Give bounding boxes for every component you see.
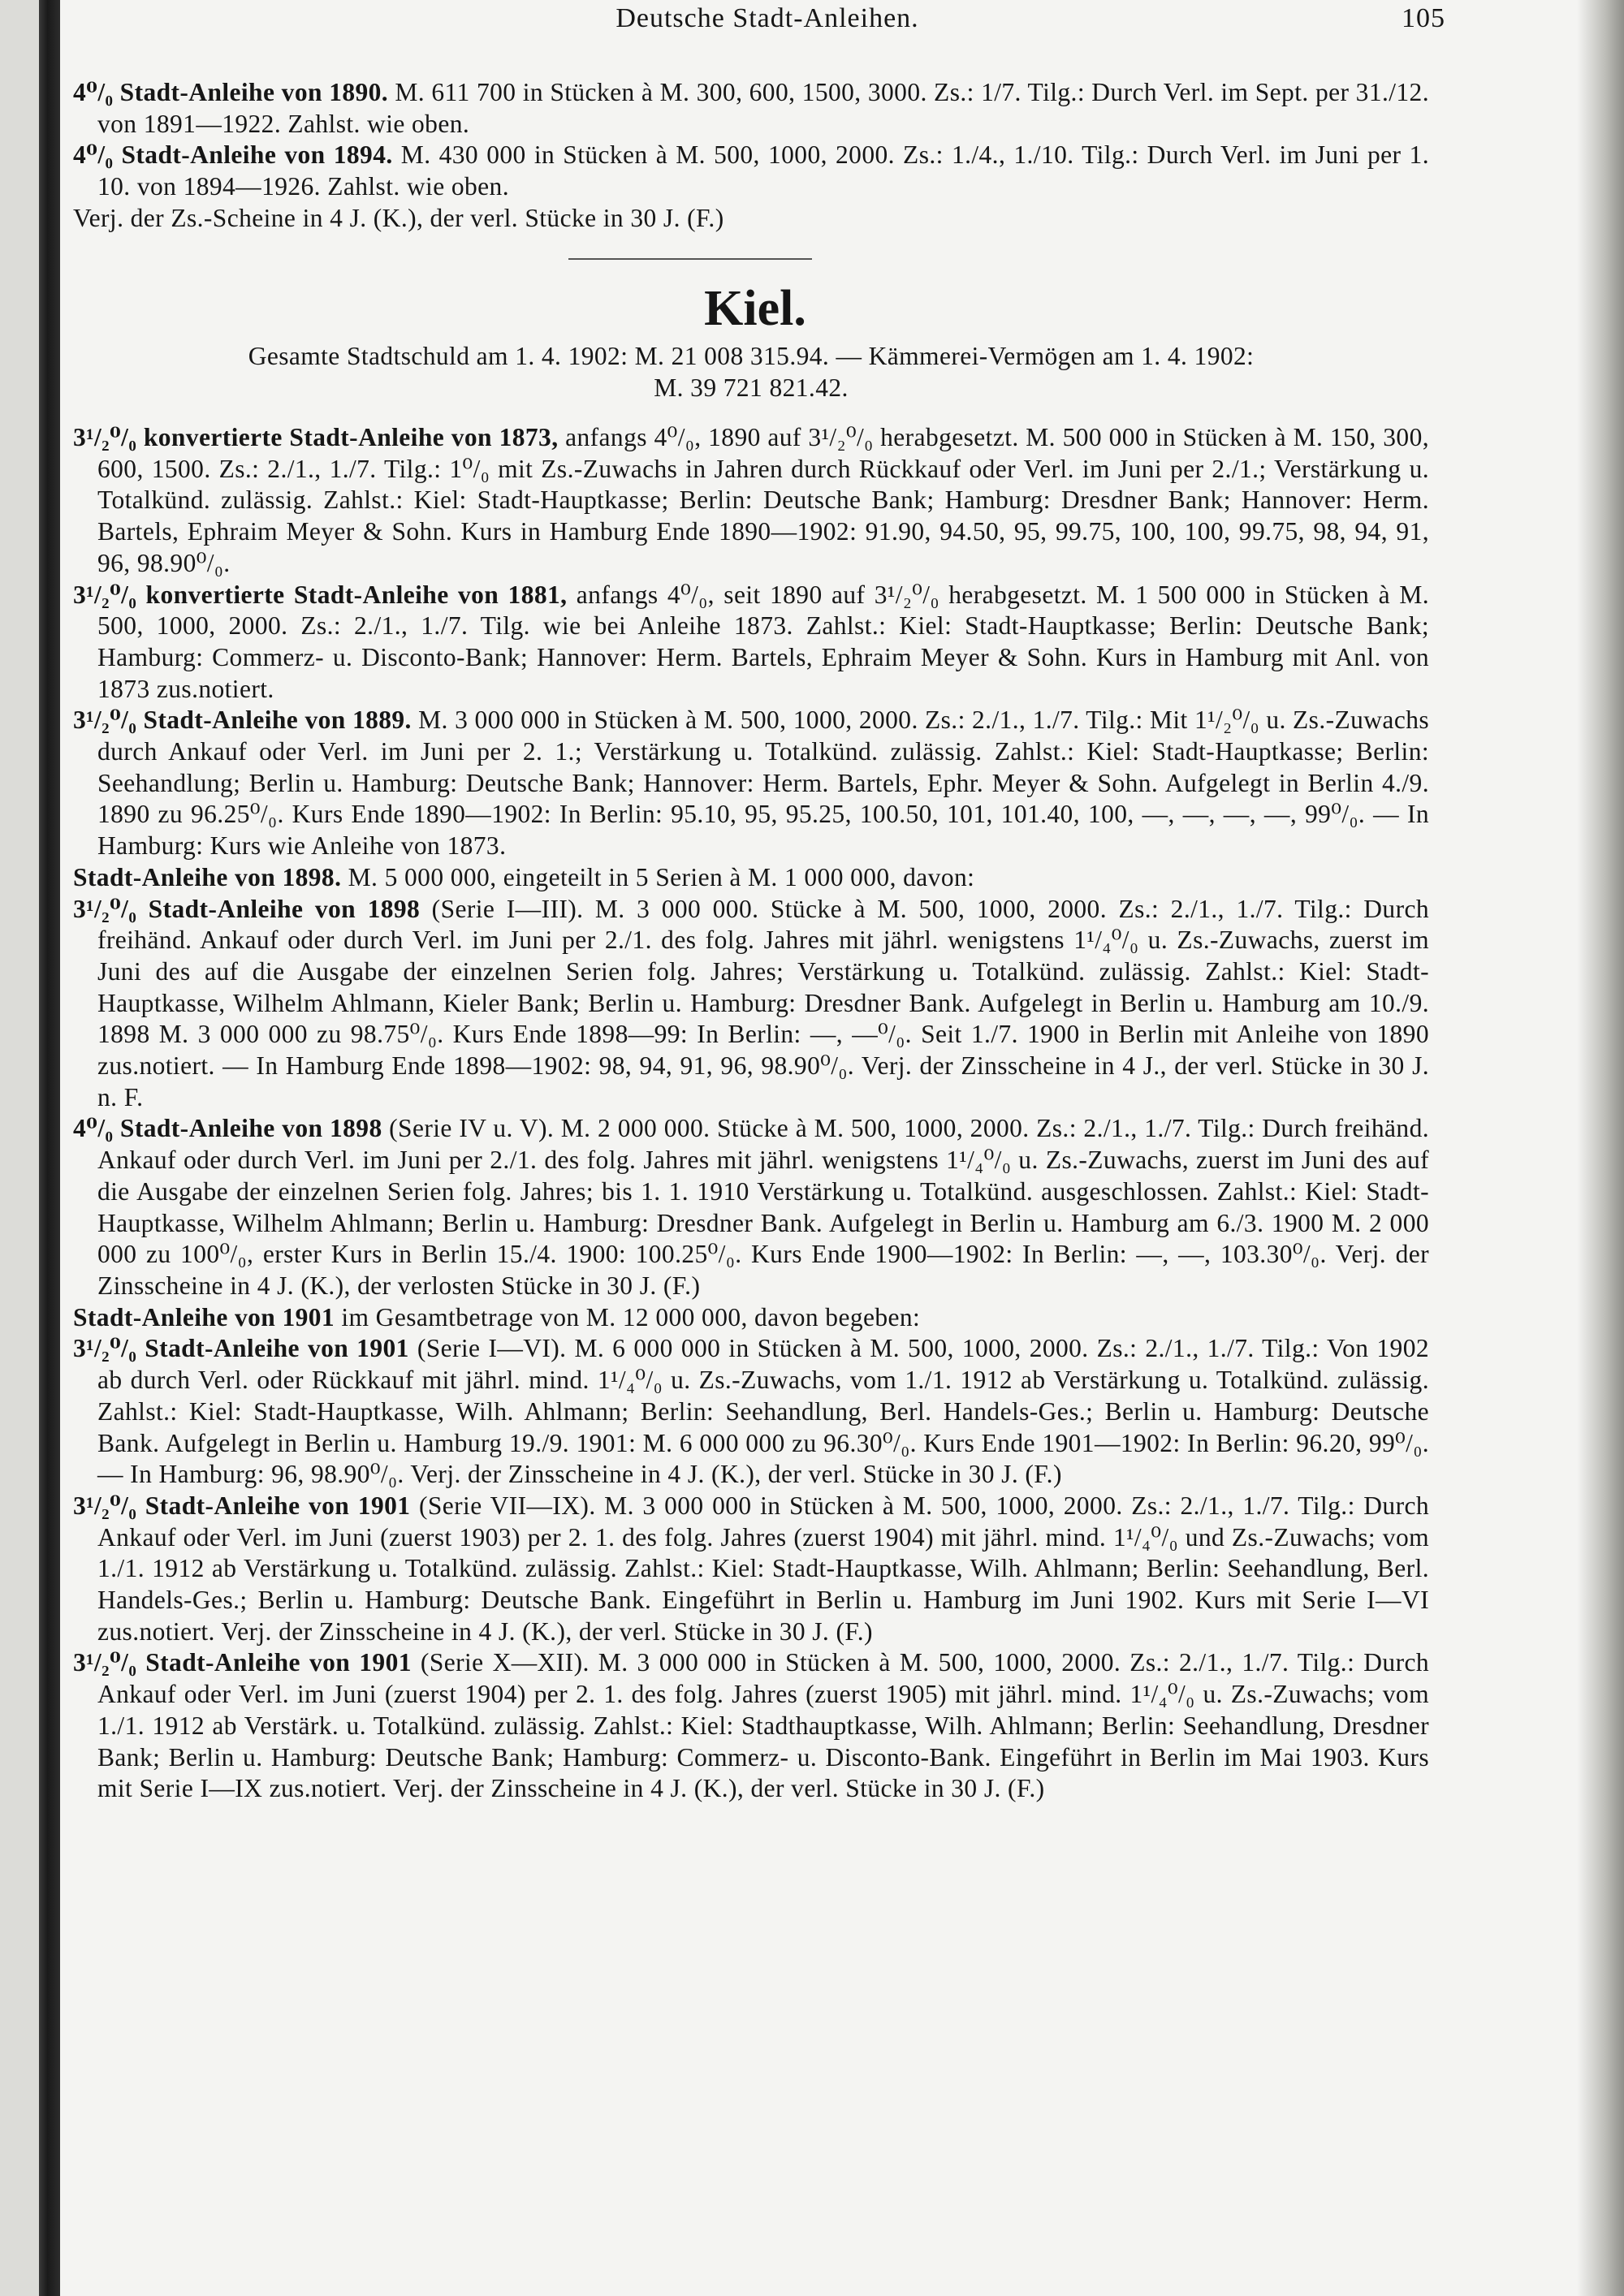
entry-text: M. 430 000 in Stücken à M. 500, 1000, 2000. Zs.: 1./4., 1./10. Tilg.: Durch Verl. im Juni per 1. 10. von 1894—1926. Zahlst. wie oben. xyxy=(97,140,1429,201)
entry-1894 xyxy=(73,140,1429,202)
loan-entry xyxy=(73,705,1429,862)
running-title: Deutsche Stadt-Anleihen. xyxy=(615,3,919,33)
entry-text: anfangs 4⁰/₀, seit 1890 auf 3¹/₂⁰/₀ herabgesetzt. M. 1 500 000 in Stücken à M. 500, 1000, 2000. Zs.: 2./1., 1./7. Tilg. wie bei Anleihe 1873. Zahlst.: Kiel: Stadt-Hauptkasse; Berlin: Deutsche Bank; Hamburg: Commerz- u. Disconto-Bank; Hannover: Herm. Bartels, Ephraim Meyer & Sohn. Kurs in Hamburg mit Anl. von 1873 zus.notiert. xyxy=(97,580,1429,703)
entry-text: (Serie X—XII). M. 3 000 000 in Stücken à M. 500, 1000, 2000. Zs.: 2./1., 1./7. Tilg.: Durch Ankauf oder Verl. im Juni (zuerst 1904) per 2. 1. des folg. Jahres (zuerst 1905) mit jährl. mind. 1¹/₄⁰/₀ u. Zs.-Zuwachs; vom 1./1. 1912 ab Verstärk. u. Totalkünd. zulässig. Zahlst.: Kiel: Stadthauptkasse, Wilh. Ahlmann; Berlin: Seehandlung, Dresdner Bank; Berlin u. Hamburg: Deutsche Bank; Hamburg: Commerz- u. Disconto-Bank. Eingeführt in Berlin im Mai 1903. Kurs mit Serie I—IX zus.notiert. Verj. der Zinsscheine in 4 J. (K.), der verl. Stücke in 30 J. (F.) xyxy=(97,1648,1429,1803)
entry-text: M. 3 000 000 in Stücken à M. 500, 1000, 2000. Zs.: 2./1., 1./7. Tilg.: Mit 1¹/₂⁰/₀ u. Zs.-Zuwachs durch Ankauf oder Verl. im Juni per 2. 1.; Verstärkung u. Totalkünd. zulässig. Zahlst.: Kiel: Stadt-Hauptkasse; Berlin: Seehandlung; Berlin u. Hamburg: Deutsche Bank; Hannover: Herm. Bartels, Ephr. Meyer & Sohn. Aufgelegt in Berlin 4./9. 1890 zu 96.25⁰/₀. Kurs Ende 1890—1902: In Berlin: 95.10, 95, 95.25, 100.50, 101, 101.40, 100, —, —, —, —, 99⁰/₀. — In Hamburg: Kurs wie Anleihe von 1873. xyxy=(97,706,1430,861)
entry-text: (Serie IV u. V). M. 2 000 000. Stücke à M. 500, 1000, 2000. Zs.: 2./1., 1./7. Tilg.: Durch freihänd. Ankauf oder durch Verl. im Juni per 2./1. des folg. Jahres mit jährl. wenigstens 1¹/₄⁰/₀ u. Zs.-Zuwachs, zuerst im Juni des auf die Ausgabe der einzelnen Serien folg. Jahres; bis 1. 1. 1910 Verstärkung u. Totalkünd. ausgeschlossen. Zahlst.: Kiel: Stadt-Hauptkasse, Wilhelm Ahlmann; Berlin u. Hamburg: Dresdner Bank. Aufgelegt in Berlin u. Hamburg am 6./3. 1900 M. 2 000 000 zu 100⁰/₀, erster Kurs in Berlin 15./4. 1900: 100.25⁰/₀. Kurs Ende 1900—1902: In Berlin: —, —, 103.30⁰/₀. Verj. der Zinsscheine in 4 J. (K.), der verlosten Stücke in 30 J. (F.) xyxy=(97,1114,1429,1300)
summary-line: M. 39 721 821.42. xyxy=(654,373,849,402)
loan-entry xyxy=(73,1491,1429,1648)
entry-verjaehrung xyxy=(73,203,1429,235)
entry-heading: 3¹/₂⁰/₀ Stadt-Anleihe von 1901 xyxy=(73,1334,409,1363)
loan-entry xyxy=(73,1647,1429,1805)
entry-text: M. 5 000 000, eingeteilt in 5 Serien à M. 1 000 000, davon: xyxy=(341,862,975,891)
loan-entries xyxy=(73,422,1429,1805)
entry-heading: Stadt-Anleihe von 1901 xyxy=(73,1302,335,1331)
section-rule xyxy=(568,258,812,260)
entry-heading: 3¹/₂⁰/₀ konvertierte Stadt-Anleihe von 1881, xyxy=(73,580,568,609)
loan-entry xyxy=(73,580,1429,706)
summary-line: Gesamte Stadtschuld am 1. 4. 1902: M. 21 008 315.94. — Kämmerei-Vermögen am 1. 4. 1902: xyxy=(248,342,1255,370)
loan-entry xyxy=(73,894,1429,1114)
entry-heading: 3¹/₂⁰/₀ Stadt-Anleihe von 1889. xyxy=(73,706,412,735)
loan-entry xyxy=(73,422,1429,580)
entry-heading: 3¹/₂⁰/₀ Stadt-Anleihe von 1901 xyxy=(73,1648,412,1677)
entry-text: M. 611 700 in Stücken à M. 300, 600, 1500, 3000. Zs.: 1/7. Tilg.: Durch Verl. im Sept. per 31./12. von 1891—1922. Zahlst. wie oben. xyxy=(97,78,1429,138)
entry-1890 xyxy=(73,77,1429,140)
loan-entry xyxy=(73,1333,1429,1491)
page-number: 105 xyxy=(1402,3,1445,33)
entry-text: (Serie I—VI). M. 6 000 000 in Stücken à M. 500, 1000, 2000. Zs.: 2./1., 1./7. Tilg.: Von 1902 ab durch Verl. oder Rückkauf mit jährl. mind. 1¹/₄⁰/₀ u. Zs.-Zuwachs, vom 1./1. 1912 ab Verstärkung u. Totalkünd. zulässig. Zahlst.: Kiel: Stadt-Hauptkasse, Wilh. Ahlmann; Berlin: Seehandlung, Berl. Handels-Ges.; Berlin u. Hamburg: Deutsche Bank. Aufgelegt in Berlin u. Hamburg 19./9. 1901: M. 6 000 000 zu 96.30⁰/₀. Kurs Ende 1901—1902: In Berlin: 96.20, 99⁰/₀. — In Hamburg: 96, 98.90⁰/₀. Verj. der Zinsscheine in 4 J. (K.), der verl. Stücke in 30 J. (F.) xyxy=(97,1334,1429,1489)
entry-heading: 3¹/₂⁰/₀ Stadt-Anleihe von 1898 xyxy=(73,894,421,923)
entry-heading: 3¹/₂⁰/₀ Stadt-Anleihe von 1901 xyxy=(73,1491,411,1520)
entry-heading: Stadt-Anleihe von 1898. xyxy=(73,862,342,891)
entry-text: im Gesamtbetrage von M. 12 000 000, davon begeben: xyxy=(335,1302,921,1331)
entry-text: anfangs 4⁰/₀, 1890 auf 3¹/₂⁰/₀ herabgesetzt. M. 500 000 in Stücken à M. 150, 300, 600, 1500. Zs.: 2./1., 1./7. Tilg.: 1⁰/₀ mit Zs.-Zuwachs in Jahren durch Rückkauf oder Verl. im Juni per 2./1.; Verstärkung u. Totalkünd. zulässig. Zahlst.: Kiel: Stadt-Hauptkasse; Berlin: Deutsche Bank; Hamburg: Dresdner Bank; Hannover: Herm. Bartels, Ephraim Meyer & Sohn. Kurs in Hamburg Ende 1890—1902: 91.90, 94.50, 95, 99.75, 100, 100, 99.75, 98, 94, 91, 96, 98.90⁰/₀. xyxy=(97,423,1430,577)
entry-heading: 4⁰/₀ Stadt-Anleihe von 1890. xyxy=(73,78,389,106)
entry-text: (Serie VII—IX). M. 3 000 000 in Stücken à M. 500, 1000, 2000. Zs.: 2./1., 1./7. Tilg.: Durch Ankauf oder Verl. im Juni (zuerst 1903) per 2. 1. des folg. Jahres (zuerst 1904) mit jährl. mind. 1¹/₄⁰/₀ und Zs.-Zuwachs; vom 1./1. 1912 ab Verstärkung u. Totalkünd. zulässig. Zahlst.: Kiel: Stadt-Hauptkasse, Wilh. Ahlmann; Berlin: Seehandlung, Berl. Handels-Ges.; Berlin u. Hamburg: Deutsche Bank. Eingeführt in Berlin u. Hamburg im Juni 1902. Kurs mit Serie I—VI zus.notiert. Verj. der Zinsscheine in 4 J. (K.), der verl. Stücke in 30 J. (F.) xyxy=(97,1491,1429,1646)
entry-text: Verj. der Zs.-Scheine in 4 J. (K.), der verl. Stücke in 30 J. (F.) xyxy=(73,203,724,232)
city-summary xyxy=(73,341,1429,404)
loan-entry xyxy=(73,862,1429,894)
book-binding xyxy=(39,0,60,2296)
running-head xyxy=(89,3,1445,39)
loan-entry xyxy=(73,1113,1429,1301)
page-edge xyxy=(1577,0,1624,2296)
entry-heading: 4⁰/₀ Stadt-Anleihe von 1898 xyxy=(73,1114,382,1143)
loan-entry xyxy=(73,1302,1429,1334)
entry-heading: 3¹/₂⁰/₀ konvertierte Stadt-Anleihe von 1873, xyxy=(73,423,559,451)
entry-text: (Serie I—III). M. 3 000 000. Stücke à M. 500, 1000, 2000. Zs.: 2./1., 1./7. Tilg.: Durch freihänd. Ankauf oder durch Verl. im Juni per 2./1. des folg. Jahres mit jährl. wenigstens 1¹/₄⁰/₀ u. Zs.-Zuwachs, zuerst im Juni des auf die Ausgabe der einzelnen Serien folg. Jahres; Verstärkung u. Totalkünd. zulässig. Zahlst.: Kiel: Stadt-Hauptkasse, Wilhelm Ahlmann, Kieler Bank; Berlin u. Hamburg: Dresdner Bank. Aufgelegt in Berlin u. Hamburg am 10./9. 1898 M. 3 000 000 zu 98.75⁰/₀. Kurs Ende 1898—99: In Berlin: —, —⁰/₀. Seit 1./7. 1900 in Berlin mit Anleihe von 1890 zus.notiert. — In Hamburg Ende 1898—1902: 98, 94, 91, 96, 98.90⁰/₀. Verj. der Zinsscheine in 4 J., der verl. Stücke in 30 J. n. F. xyxy=(97,894,1429,1111)
entry-heading: 4⁰/₀ Stadt-Anleihe von 1894. xyxy=(73,140,393,170)
top-entries xyxy=(73,77,1429,235)
city-title: Kiel. xyxy=(704,281,806,336)
